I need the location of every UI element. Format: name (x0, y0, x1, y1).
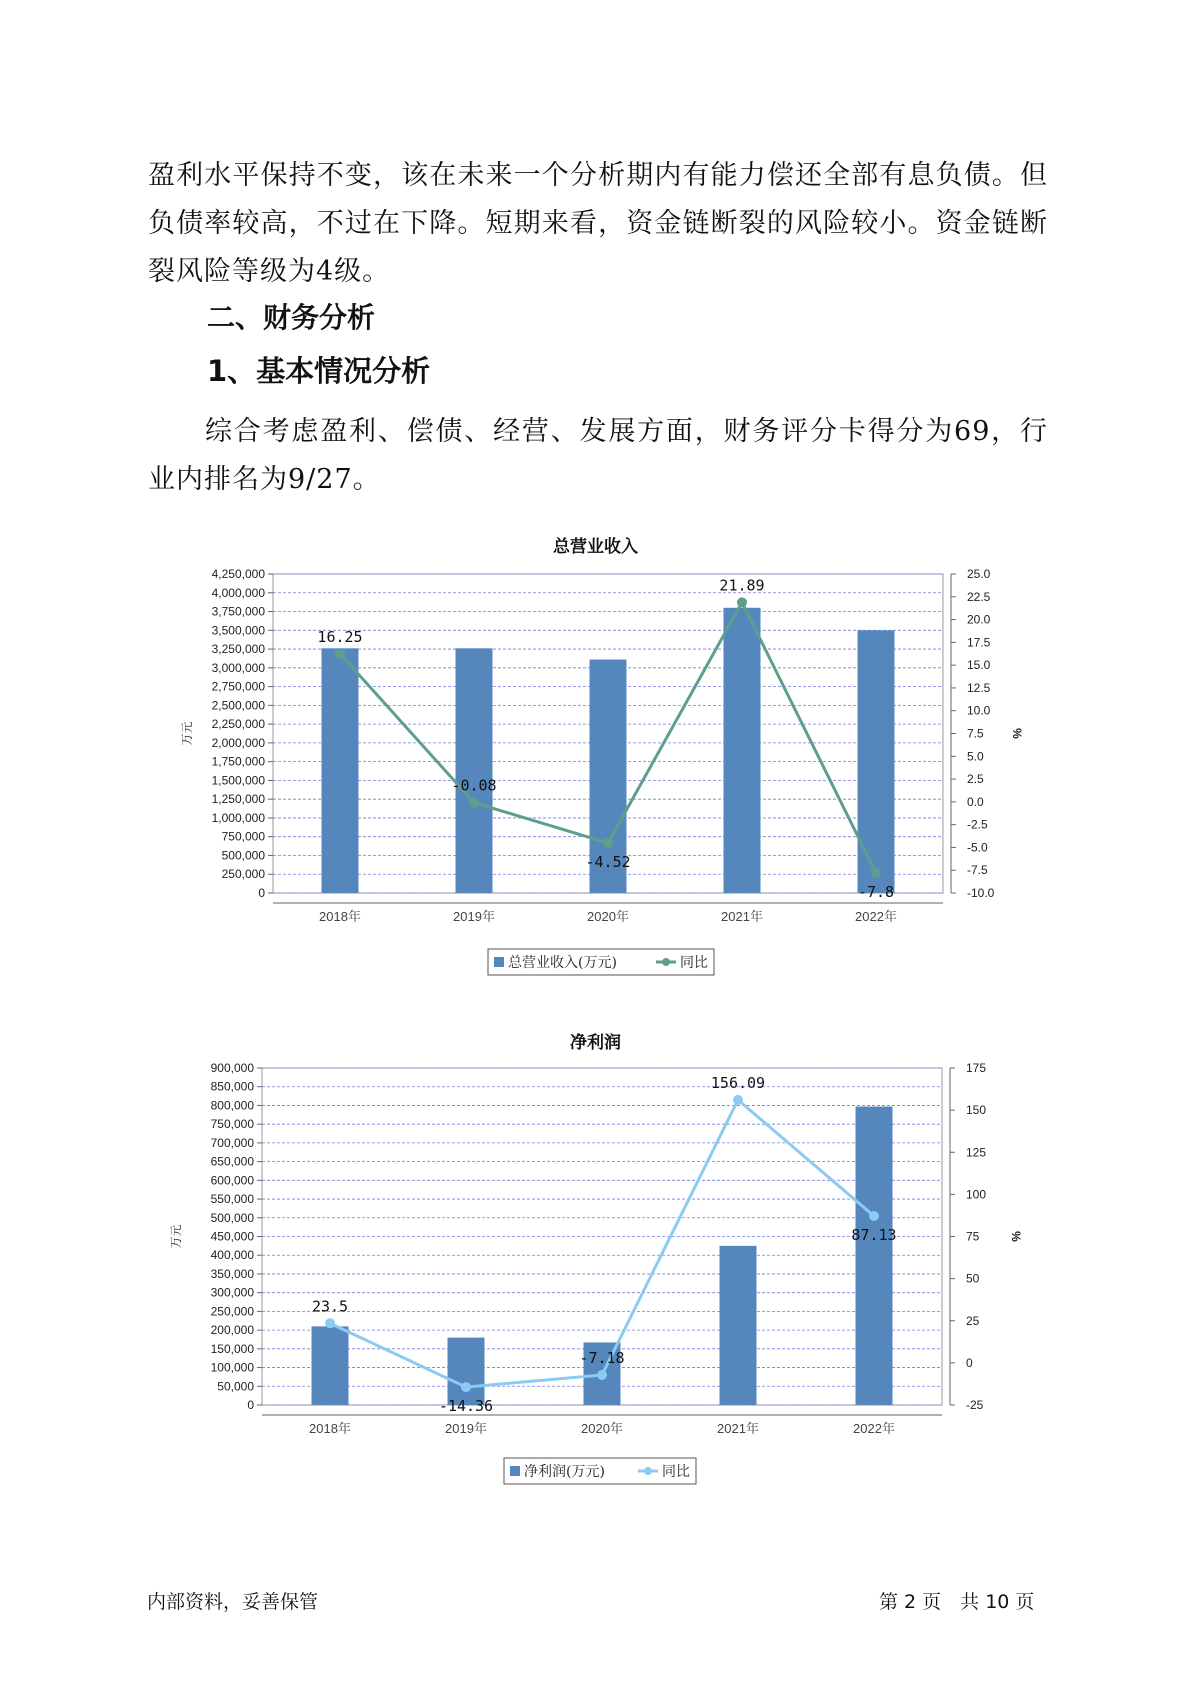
y-tick-label: 3,250,000 (211, 642, 265, 657)
y-tick-label: 2,500,000 (211, 698, 265, 713)
legend-swatch-point (662, 958, 670, 966)
y2-tick-label: 20.0 (967, 612, 991, 627)
legend-label-bar: 净利润(万元) (524, 1464, 605, 1480)
legend-swatch-point (644, 1467, 652, 1475)
legend-label-bar: 总营业收入(万元) (508, 955, 617, 971)
x-tick-label: 2022年 (853, 1421, 895, 1436)
x-tick-label: 2020年 (587, 909, 629, 924)
yoy-point (869, 1211, 879, 1221)
data-label: -7.18 (579, 1348, 625, 1367)
legend-label-line: 同比 (662, 1464, 690, 1480)
yoy-point (335, 649, 345, 659)
y-tick-label: 450,000 (210, 1229, 254, 1244)
y-tick-label: 300,000 (210, 1285, 254, 1300)
x-tick-label: 2019年 (453, 909, 495, 924)
y-tick-label: 550,000 (210, 1192, 254, 1207)
y-tick-label: 2,250,000 (211, 717, 265, 732)
y2-tick-label: -2.5 (967, 817, 988, 832)
y2-tick-label: 25.0 (967, 567, 991, 581)
data-label: -0.08 (451, 776, 497, 795)
y2-tick-label: 100 (966, 1187, 987, 1202)
y-tick-label: 50,000 (217, 1379, 254, 1394)
y2-tick-label: 150 (966, 1103, 987, 1118)
y-tick-label: 4,000,000 (211, 585, 265, 600)
y-tick-label: 4,250,000 (211, 567, 265, 581)
y2-tick-label: -7.5 (967, 863, 988, 878)
data-label: -14.36 (438, 1397, 494, 1416)
y2-tick-label: -25 (966, 1398, 984, 1412)
y-tick-label: 750,000 (221, 829, 265, 844)
yoy-point (871, 868, 881, 878)
yoy-point (325, 1318, 335, 1328)
y-tick-label: 650,000 (210, 1154, 254, 1169)
data-label: -7.8 (857, 882, 895, 901)
y2-axis-title: % (1010, 728, 1024, 739)
y-tick-label: 2,750,000 (211, 679, 265, 694)
y2-tick-label: 10.0 (967, 703, 991, 718)
bar (856, 1107, 893, 1405)
x-tick-label: 2021年 (717, 1421, 759, 1436)
y-tick-label: 1,500,000 (211, 773, 265, 788)
y-tick-label: 600,000 (210, 1173, 254, 1188)
summary-paragraph: 综合考虑盈利、偿债、经营、发展方面，财务评分卡得分为69，行业内排名为9/27。 (148, 416, 1048, 495)
y2-tick-label: -5.0 (967, 840, 988, 855)
y-tick-label: 2,000,000 (211, 735, 265, 750)
legend-label-line: 同比 (680, 955, 708, 971)
revenue-chart (0, 560, 1191, 1000)
y2-tick-label: 2.5 (967, 772, 984, 787)
section-heading: 二、财务分析 (207, 301, 376, 334)
y2-tick-label: 12.5 (967, 680, 991, 695)
yoy-point (469, 798, 479, 808)
yoy-point (733, 1095, 743, 1105)
data-label: -4.52 (585, 853, 631, 872)
y-tick-label: 3,000,000 (211, 660, 265, 675)
data-label: 21.89 (719, 576, 765, 595)
bar (456, 648, 493, 893)
intro-paragraph: 盈利水平保持不变，该在未来一个分析期内有能力偿还全部有息负债。但负债率较高，不过在下降。短期来看，资金链断裂的风险较小。资金链断裂风险等级为4级。 (148, 160, 1048, 287)
chart-2-title: 净利润 (570, 1033, 621, 1053)
y-axis-title: 万元 (180, 721, 194, 746)
yoy-point (461, 1382, 471, 1392)
footer-confidential: 内部资料，妥善保管 (147, 1591, 319, 1613)
y-tick-label: 3,750,000 (211, 604, 265, 619)
y-tick-label: 100,000 (210, 1360, 254, 1375)
y-tick-label: 250,000 (210, 1304, 254, 1319)
y-tick-label: 3,500,000 (211, 623, 265, 638)
bar (322, 648, 359, 893)
y-tick-label: 500,000 (221, 848, 265, 863)
y2-tick-label: 175 (966, 1061, 987, 1075)
y-tick-label: 700,000 (210, 1135, 254, 1150)
y-tick-label: 0 (258, 886, 265, 900)
y-tick-label: 400,000 (210, 1248, 254, 1263)
y-tick-label: 200,000 (210, 1323, 254, 1338)
y-tick-label: 850,000 (210, 1079, 254, 1094)
data-label: 156.09 (710, 1073, 766, 1092)
y2-tick-label: 75 (966, 1229, 980, 1244)
bar (858, 630, 895, 893)
x-tick-label: 2018年 (319, 909, 361, 924)
x-tick-label: 2018年 (309, 1421, 351, 1436)
x-tick-label: 2022年 (855, 909, 897, 924)
x-tick-label: 2020年 (581, 1421, 623, 1436)
data-label: 23.5 (311, 1297, 349, 1316)
y2-tick-label: -10.0 (967, 886, 995, 900)
footer-page-number: 第 2 页 共 10 页 (879, 1591, 1035, 1613)
y2-tick-label: 0 (966, 1355, 973, 1370)
y2-tick-label: 25 (966, 1313, 980, 1328)
y2-tick-label: 0.0 (967, 794, 984, 809)
x-tick-label: 2021年 (721, 909, 763, 924)
y2-tick-label: 5.0 (967, 749, 984, 764)
legend-swatch-bar (494, 957, 504, 967)
data-label: 16.25 (317, 627, 363, 646)
y2-tick-label: 22.5 (967, 589, 991, 604)
yoy-point (597, 1370, 607, 1380)
y2-tick-label: 17.5 (967, 635, 991, 650)
yoy-point (603, 838, 613, 848)
y-tick-label: 800,000 (210, 1098, 254, 1113)
y-tick-label: 900,000 (210, 1061, 254, 1075)
y2-axis-title: % (1009, 1231, 1023, 1242)
y-tick-label: 1,750,000 (211, 754, 265, 769)
y-tick-label: 750,000 (210, 1117, 254, 1132)
data-label: 87.13 (851, 1226, 897, 1245)
y2-tick-label: 50 (966, 1271, 980, 1286)
y2-tick-label: 15.0 (967, 658, 991, 673)
y-tick-label: 350,000 (210, 1266, 254, 1281)
y-tick-label: 250,000 (221, 867, 265, 882)
bar (448, 1338, 485, 1405)
y-tick-label: 1,250,000 (211, 792, 265, 807)
legend-swatch-bar (510, 1466, 520, 1476)
bar (720, 1246, 757, 1405)
y-tick-label: 150,000 (210, 1341, 254, 1356)
y2-tick-label: 125 (966, 1145, 987, 1160)
y-tick-label: 500,000 (210, 1210, 254, 1225)
y-tick-label: 1,000,000 (211, 810, 265, 825)
bar (724, 608, 761, 893)
yoy-point (737, 597, 747, 607)
y2-tick-label: 7.5 (967, 726, 984, 741)
y-axis-title: 万元 (169, 1224, 183, 1249)
x-tick-label: 2019年 (445, 1421, 487, 1436)
chart-1-title: 总营业收入 (553, 537, 638, 557)
net-profit-chart (0, 1056, 1191, 1496)
bar (312, 1326, 349, 1405)
y-tick-label: 0 (247, 1398, 254, 1412)
sub-heading: 1、基本情况分析 (207, 354, 431, 388)
